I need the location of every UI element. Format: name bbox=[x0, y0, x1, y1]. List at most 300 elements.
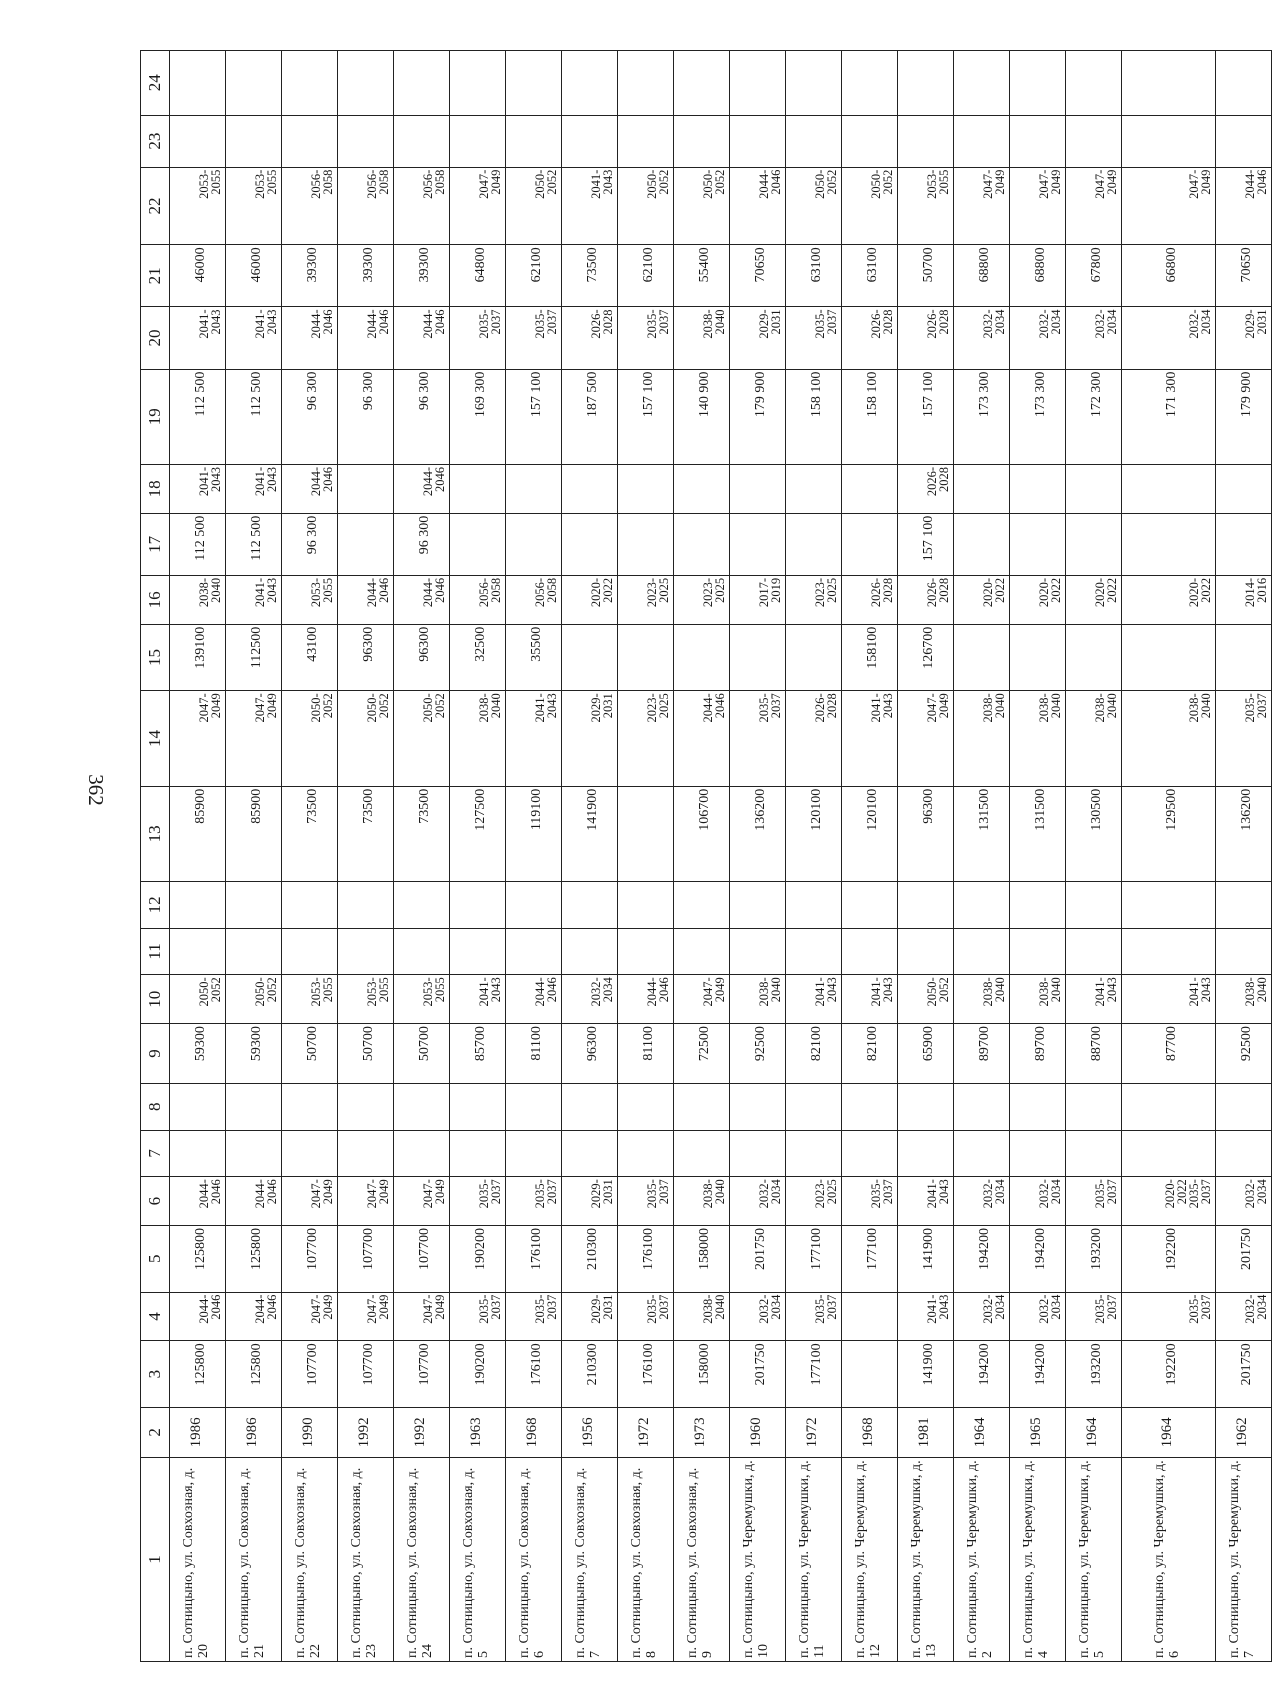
table-cell bbox=[898, 464, 954, 513]
table-cell bbox=[394, 882, 450, 929]
table-cell bbox=[1216, 1130, 1272, 1177]
year-range: 2032- 2034 bbox=[981, 309, 1007, 339]
table-cell: 82100 bbox=[786, 1024, 842, 1084]
table-cell bbox=[730, 51, 786, 116]
table-cell bbox=[1216, 1292, 1272, 1341]
table-cell: 140 900 bbox=[674, 369, 730, 464]
table-cell bbox=[450, 51, 506, 116]
table-cell bbox=[1010, 575, 1066, 624]
table-cell: 66800 bbox=[1122, 245, 1216, 307]
table-cell bbox=[1066, 882, 1122, 929]
table-cell bbox=[1122, 167, 1216, 245]
table-cell bbox=[506, 115, 562, 167]
table-cell bbox=[898, 167, 954, 245]
table-cell bbox=[282, 575, 338, 624]
year-range: 2053- 2055 bbox=[365, 977, 391, 1007]
table-cell bbox=[282, 882, 338, 929]
table-cell: 157 100 bbox=[898, 513, 954, 575]
table-cell bbox=[562, 691, 618, 786]
table-cell: 194200 bbox=[1010, 1341, 1066, 1408]
table-cell bbox=[282, 307, 338, 369]
year-range: 2014- 2016 bbox=[1243, 577, 1269, 608]
table-cell bbox=[282, 51, 338, 116]
table-cell: 176100 bbox=[618, 1341, 674, 1408]
table-cell: 32500 bbox=[450, 624, 506, 691]
table-cell bbox=[450, 1130, 506, 1177]
table-cell bbox=[450, 167, 506, 245]
table-cell bbox=[1216, 882, 1272, 929]
year-range: 2032- 2034 bbox=[1037, 1179, 1063, 1209]
table-cell: 85700 bbox=[450, 1024, 506, 1084]
column-header: 13 bbox=[141, 786, 170, 881]
table-cell bbox=[338, 928, 394, 975]
year-range: 2044- 2046 bbox=[365, 309, 391, 339]
table-cell bbox=[170, 575, 226, 624]
table-cell bbox=[842, 975, 898, 1024]
table-cell bbox=[338, 1177, 394, 1226]
table-cell bbox=[674, 513, 730, 575]
table-cell bbox=[1066, 1130, 1122, 1177]
table-cell bbox=[450, 464, 506, 513]
table-cell bbox=[954, 624, 1010, 691]
year-range: 2053- 2055 bbox=[925, 169, 951, 199]
table-cell: 141900 bbox=[898, 1341, 954, 1408]
table-cell bbox=[842, 307, 898, 369]
table-cell bbox=[226, 882, 282, 929]
year-range: 2044- 2046 bbox=[757, 169, 783, 199]
data-table bbox=[140, 50, 1272, 1662]
table-cell bbox=[562, 1130, 618, 1177]
year-cell: 1965 bbox=[1010, 1407, 1066, 1457]
table-cell bbox=[674, 167, 730, 245]
table-cell bbox=[1122, 1177, 1216, 1226]
year-range: 2023- 2025 bbox=[645, 577, 671, 608]
table-cell: 136200 bbox=[1216, 786, 1272, 881]
year-range: 2038- 2040 bbox=[757, 977, 783, 1007]
table-cell bbox=[786, 1177, 842, 1226]
table-cell bbox=[1066, 928, 1122, 975]
table-cell bbox=[730, 928, 786, 975]
table-cell bbox=[170, 167, 226, 245]
year-range: 2035- 2037 bbox=[645, 1179, 671, 1209]
table-cell bbox=[786, 1130, 842, 1177]
table-cell bbox=[562, 575, 618, 624]
table-cell: 158100 bbox=[842, 624, 898, 691]
table-cell bbox=[1216, 51, 1272, 116]
year-range: 2044- 2046 bbox=[309, 466, 335, 497]
table-cell: 96300 bbox=[898, 786, 954, 881]
table-cell bbox=[618, 882, 674, 929]
table-cell bbox=[562, 513, 618, 575]
table-cell bbox=[786, 513, 842, 575]
table-cell bbox=[394, 928, 450, 975]
table-cell: 107700 bbox=[282, 1226, 338, 1293]
table-cell bbox=[842, 1292, 898, 1341]
table-cell bbox=[954, 575, 1010, 624]
table-cell bbox=[1122, 575, 1216, 624]
address-cell: п. Сотницыно, ул. Совхозная, д. 6 bbox=[506, 1457, 562, 1661]
table-row bbox=[226, 51, 282, 1662]
year-range: 2041- 2043 bbox=[925, 1179, 951, 1209]
table-cell bbox=[562, 975, 618, 1024]
year-range: 2047- 2049 bbox=[421, 1294, 447, 1324]
table-cell bbox=[786, 51, 842, 116]
column-header: 10 bbox=[141, 975, 170, 1024]
year-range: 2035- 2037 bbox=[1187, 1294, 1213, 1324]
year-cell: 1968 bbox=[506, 1407, 562, 1457]
table-cell bbox=[394, 115, 450, 167]
table-cell: 68800 bbox=[1010, 245, 1066, 307]
year-range: 2035- 2037 bbox=[477, 1179, 503, 1209]
table-cell: 169 300 bbox=[450, 369, 506, 464]
table-cell: 112500 bbox=[226, 624, 282, 691]
year-range: 2032- 2034 bbox=[1037, 1294, 1063, 1324]
address-cell: п. Сотницыно, ул. Черемушки, д. 5 bbox=[1066, 1457, 1122, 1661]
table-cell bbox=[338, 513, 394, 575]
year-range: 2035- 2037 bbox=[757, 693, 783, 723]
table-cell bbox=[954, 51, 1010, 116]
year-range: 2020- 2022 bbox=[1037, 577, 1063, 608]
table-cell bbox=[730, 1130, 786, 1177]
table-cell bbox=[170, 307, 226, 369]
year-range: 2050- 2052 bbox=[365, 693, 391, 723]
table-cell: 112 500 bbox=[226, 369, 282, 464]
year-range: 2053- 2055 bbox=[197, 169, 223, 199]
table-cell bbox=[674, 115, 730, 167]
table-cell bbox=[842, 1341, 898, 1408]
address-cell: п. Сотницыно, ул. Совхозная, д. 9 bbox=[674, 1457, 730, 1661]
year-cell: 1973 bbox=[674, 1407, 730, 1457]
table-cell bbox=[842, 1130, 898, 1177]
table-cell bbox=[562, 1177, 618, 1226]
column-header: 15 bbox=[141, 624, 170, 691]
table-cell: 68800 bbox=[954, 245, 1010, 307]
table-cell: 201750 bbox=[1216, 1341, 1272, 1408]
year-cell: 1963 bbox=[450, 1407, 506, 1457]
year-range: 2050- 2052 bbox=[253, 977, 279, 1007]
table-cell bbox=[170, 115, 226, 167]
table-cell bbox=[226, 307, 282, 369]
year-range: 2056- 2058 bbox=[533, 577, 559, 608]
year-range: 2038- 2040 bbox=[701, 309, 727, 339]
year-range: 2035- 2037 bbox=[869, 1179, 895, 1209]
table-cell: 43100 bbox=[282, 624, 338, 691]
year-range: 2047- 2049 bbox=[365, 1179, 391, 1209]
table-cell bbox=[786, 928, 842, 975]
table-row bbox=[842, 51, 898, 1662]
column-header: 23 bbox=[141, 115, 170, 167]
table-cell bbox=[954, 882, 1010, 929]
column-header: 7 bbox=[141, 1130, 170, 1177]
table-cell bbox=[842, 928, 898, 975]
table-cell bbox=[562, 464, 618, 513]
table-cell bbox=[954, 691, 1010, 786]
table-cell: 157 100 bbox=[898, 369, 954, 464]
table-cell bbox=[954, 928, 1010, 975]
year-range: 2050- 2052 bbox=[813, 169, 839, 199]
year-cell: 1964 bbox=[1066, 1407, 1122, 1457]
table-cell bbox=[226, 51, 282, 116]
table-cell bbox=[338, 975, 394, 1024]
column-header: 20 bbox=[141, 307, 170, 369]
year-range: 2044- 2046 bbox=[309, 309, 335, 339]
table-cell: 129500 bbox=[1122, 786, 1216, 881]
year-range: 2038- 2040 bbox=[701, 1179, 727, 1209]
table-cell bbox=[170, 1084, 226, 1131]
table-cell bbox=[1122, 513, 1216, 575]
year-range: 2032- 2034 bbox=[1037, 309, 1063, 339]
table-cell bbox=[1216, 691, 1272, 786]
year-range: 2032- 2034 bbox=[1243, 1294, 1269, 1324]
year-range: 2056- 2058 bbox=[309, 169, 335, 199]
table-cell: 92500 bbox=[730, 1024, 786, 1084]
table-cell bbox=[282, 1130, 338, 1177]
year-range: 2023- 2025 bbox=[813, 577, 839, 608]
table-cell bbox=[674, 464, 730, 513]
table-cell bbox=[226, 1292, 282, 1341]
year-range: 2020- 2022 bbox=[589, 577, 615, 608]
address-cell: п. Сотницыно, ул. Совхозная, д. 20 bbox=[170, 1457, 226, 1661]
table-cell bbox=[1216, 975, 1272, 1024]
year-range: 2047- 2049 bbox=[981, 169, 1007, 199]
table-cell: 125800 bbox=[226, 1341, 282, 1408]
table-cell bbox=[506, 464, 562, 513]
year-range: 2038- 2040 bbox=[701, 1294, 727, 1324]
table-cell bbox=[506, 1292, 562, 1341]
table-cell: 194200 bbox=[1010, 1226, 1066, 1293]
table-row bbox=[506, 51, 562, 1662]
table-cell bbox=[618, 1177, 674, 1226]
year-range: 2047- 2049 bbox=[253, 693, 279, 723]
year-range: 2023- 2025 bbox=[701, 577, 727, 608]
year-range: 2026- 2028 bbox=[589, 309, 615, 339]
table-cell bbox=[842, 882, 898, 929]
table-cell: 141900 bbox=[562, 786, 618, 881]
table-cell bbox=[618, 1084, 674, 1131]
table-cell bbox=[170, 975, 226, 1024]
table-cell bbox=[1066, 691, 1122, 786]
year-range: 2044- 2046 bbox=[253, 1294, 279, 1324]
table-cell bbox=[1122, 464, 1216, 513]
year-range: 2026- 2028 bbox=[925, 577, 951, 608]
year-range: 2041- 2043 bbox=[869, 977, 895, 1007]
table-row bbox=[394, 51, 450, 1662]
table-cell: 50700 bbox=[898, 245, 954, 307]
table-cell bbox=[282, 115, 338, 167]
table-cell: 107700 bbox=[394, 1341, 450, 1408]
address-cell: п. Сотницыно, ул. Совхозная, д. 22 bbox=[282, 1457, 338, 1661]
table-cell: 50700 bbox=[394, 1024, 450, 1084]
address-cell: п. Сотницыно, ул. Совхозная, д. 21 bbox=[226, 1457, 282, 1661]
table-cell bbox=[842, 1084, 898, 1131]
table-cell bbox=[226, 975, 282, 1024]
year-range: 2050- 2052 bbox=[869, 169, 895, 199]
table-cell: 119100 bbox=[506, 786, 562, 881]
year-range: 2032- 2034 bbox=[981, 1294, 1007, 1324]
table-cell bbox=[450, 575, 506, 624]
column-header: 2 bbox=[141, 1407, 170, 1457]
column-header: 16 bbox=[141, 575, 170, 624]
address-cell: п. Сотницыно, ул. Черемушки, д. 13 bbox=[898, 1457, 954, 1661]
table-cell bbox=[786, 115, 842, 167]
table-cell bbox=[562, 167, 618, 245]
table-cell bbox=[1066, 1292, 1122, 1341]
table-cell: 173 300 bbox=[954, 369, 1010, 464]
table-cell bbox=[1066, 464, 1122, 513]
table-cell bbox=[1216, 1084, 1272, 1131]
column-header: 12 bbox=[141, 882, 170, 929]
table-cell bbox=[506, 975, 562, 1024]
year-range: 2035- 2037 bbox=[645, 309, 671, 339]
table-cell bbox=[1216, 167, 1272, 245]
year-cell: 1964 bbox=[1122, 1407, 1216, 1457]
table-cell bbox=[562, 115, 618, 167]
table-row bbox=[786, 51, 842, 1662]
table-cell bbox=[562, 307, 618, 369]
table-cell: 176100 bbox=[618, 1226, 674, 1293]
year-range: 2053- 2055 bbox=[309, 577, 335, 608]
year-cell: 1986 bbox=[226, 1407, 282, 1457]
table-cell: 63100 bbox=[842, 245, 898, 307]
year-range: 2047- 2049 bbox=[309, 1294, 335, 1324]
year-range: 2038- 2040 bbox=[1037, 977, 1063, 1007]
column-header: 9 bbox=[141, 1024, 170, 1084]
year-range: 2050- 2052 bbox=[197, 977, 223, 1007]
table-cell bbox=[898, 975, 954, 1024]
table-cell: 157 100 bbox=[506, 369, 562, 464]
table-cell bbox=[1010, 882, 1066, 929]
table-cell bbox=[450, 307, 506, 369]
table-cell bbox=[1066, 167, 1122, 245]
table-cell: 194200 bbox=[954, 1341, 1010, 1408]
table-cell bbox=[898, 1130, 954, 1177]
address-cell: п. Сотницыно, ул. Черемушки, д. 11 bbox=[786, 1457, 842, 1661]
table-cell: 62100 bbox=[506, 245, 562, 307]
year-range: 2041- 2043 bbox=[253, 309, 279, 339]
table-cell bbox=[1010, 1292, 1066, 1341]
table-row bbox=[1122, 51, 1216, 1662]
year-range: 2041- 2043 bbox=[197, 309, 223, 339]
table-cell bbox=[1216, 115, 1272, 167]
table-cell: 131500 bbox=[954, 786, 1010, 881]
table-cell bbox=[450, 928, 506, 975]
table-cell: 192200 bbox=[1122, 1341, 1216, 1408]
table-cell: 89700 bbox=[954, 1024, 1010, 1084]
year-cell: 1992 bbox=[394, 1407, 450, 1457]
year-cell: 1962 bbox=[1216, 1407, 1272, 1457]
table-cell bbox=[898, 691, 954, 786]
year-cell: 1960 bbox=[730, 1407, 786, 1457]
table-cell bbox=[506, 513, 562, 575]
year-cell: 1972 bbox=[618, 1407, 674, 1457]
year-range: 2044- 2046 bbox=[421, 466, 447, 497]
table-cell bbox=[506, 691, 562, 786]
table-cell: 81100 bbox=[506, 1024, 562, 1084]
year-range: 2032- 2034 bbox=[757, 1294, 783, 1324]
table-cell bbox=[450, 975, 506, 1024]
column-header: 22 bbox=[141, 167, 170, 245]
table-cell: 70650 bbox=[1216, 245, 1272, 307]
table-cell bbox=[730, 575, 786, 624]
table-cell: 96 300 bbox=[394, 513, 450, 575]
table-cell: 130500 bbox=[1066, 786, 1122, 881]
table-cell bbox=[562, 1292, 618, 1341]
table-cell: 158000 bbox=[674, 1226, 730, 1293]
year-range: 2053- 2055 bbox=[309, 977, 335, 1007]
table-cell bbox=[786, 624, 842, 691]
table-cell: 92500 bbox=[1216, 1024, 1272, 1084]
year-range: 2056- 2058 bbox=[421, 169, 447, 199]
table-row bbox=[338, 51, 394, 1662]
table-cell bbox=[506, 575, 562, 624]
table-cell bbox=[954, 1292, 1010, 1341]
table-cell bbox=[1066, 975, 1122, 1024]
table-cell bbox=[338, 1130, 394, 1177]
year-range: 2035- 2037 bbox=[1093, 1179, 1119, 1209]
table-cell bbox=[226, 1177, 282, 1226]
table-cell bbox=[618, 928, 674, 975]
column-header: 5 bbox=[141, 1226, 170, 1293]
year-range: 2041- 2043 bbox=[1093, 977, 1119, 1007]
table-cell: 81100 bbox=[618, 1024, 674, 1084]
table-cell bbox=[1066, 307, 1122, 369]
year-range: 2050- 2052 bbox=[925, 977, 951, 1007]
table-cell: 65900 bbox=[898, 1024, 954, 1084]
table-row bbox=[1010, 51, 1066, 1662]
column-header: 4 bbox=[141, 1292, 170, 1341]
table-cell bbox=[226, 464, 282, 513]
year-cell: 1990 bbox=[282, 1407, 338, 1457]
year-range: 2053- 2055 bbox=[253, 169, 279, 199]
address-cell: п. Сотницыно, ул. Совхозная, д. 5 bbox=[450, 1457, 506, 1661]
year-range: 2026- 2028 bbox=[925, 466, 951, 497]
table-cell bbox=[786, 464, 842, 513]
table-cell bbox=[394, 167, 450, 245]
table-cell bbox=[842, 575, 898, 624]
year-range: 2050- 2052 bbox=[645, 169, 671, 199]
year-range: 2038- 2040 bbox=[1037, 693, 1063, 723]
table-cell bbox=[338, 1292, 394, 1341]
table-cell bbox=[1010, 464, 1066, 513]
table-cell bbox=[506, 1177, 562, 1226]
table-row bbox=[170, 51, 226, 1662]
table-cell bbox=[954, 975, 1010, 1024]
table-cell bbox=[1066, 1084, 1122, 1131]
table-cell bbox=[450, 115, 506, 167]
table-cell: 39300 bbox=[282, 245, 338, 307]
table-cell bbox=[730, 882, 786, 929]
table-cell bbox=[170, 1130, 226, 1177]
address-cell: п. Сотницыно, ул. Совхозная, д. 8 bbox=[618, 1457, 674, 1661]
year-range: 2038- 2040 bbox=[1243, 977, 1269, 1007]
table-cell bbox=[170, 464, 226, 513]
table-cell bbox=[394, 1130, 450, 1177]
table-cell: 112 500 bbox=[170, 513, 226, 575]
address-cell: п. Сотницыно, ул. Черемушки, д. 7 bbox=[1216, 1457, 1272, 1661]
table-cell bbox=[282, 167, 338, 245]
table-cell: 96300 bbox=[394, 624, 450, 691]
year-cell: 1964 bbox=[954, 1407, 1010, 1457]
table-row bbox=[1216, 51, 1272, 1662]
year-range: 2023- 2025 bbox=[813, 1179, 839, 1209]
table-cell bbox=[394, 307, 450, 369]
table-cell bbox=[842, 513, 898, 575]
address-cell: п. Сотницыно, ул. Совхозная, д. 23 bbox=[338, 1457, 394, 1661]
table-cell bbox=[282, 928, 338, 975]
rotated-table-container bbox=[140, 50, 1268, 1662]
table-cell bbox=[562, 882, 618, 929]
table-cell bbox=[954, 1177, 1010, 1226]
